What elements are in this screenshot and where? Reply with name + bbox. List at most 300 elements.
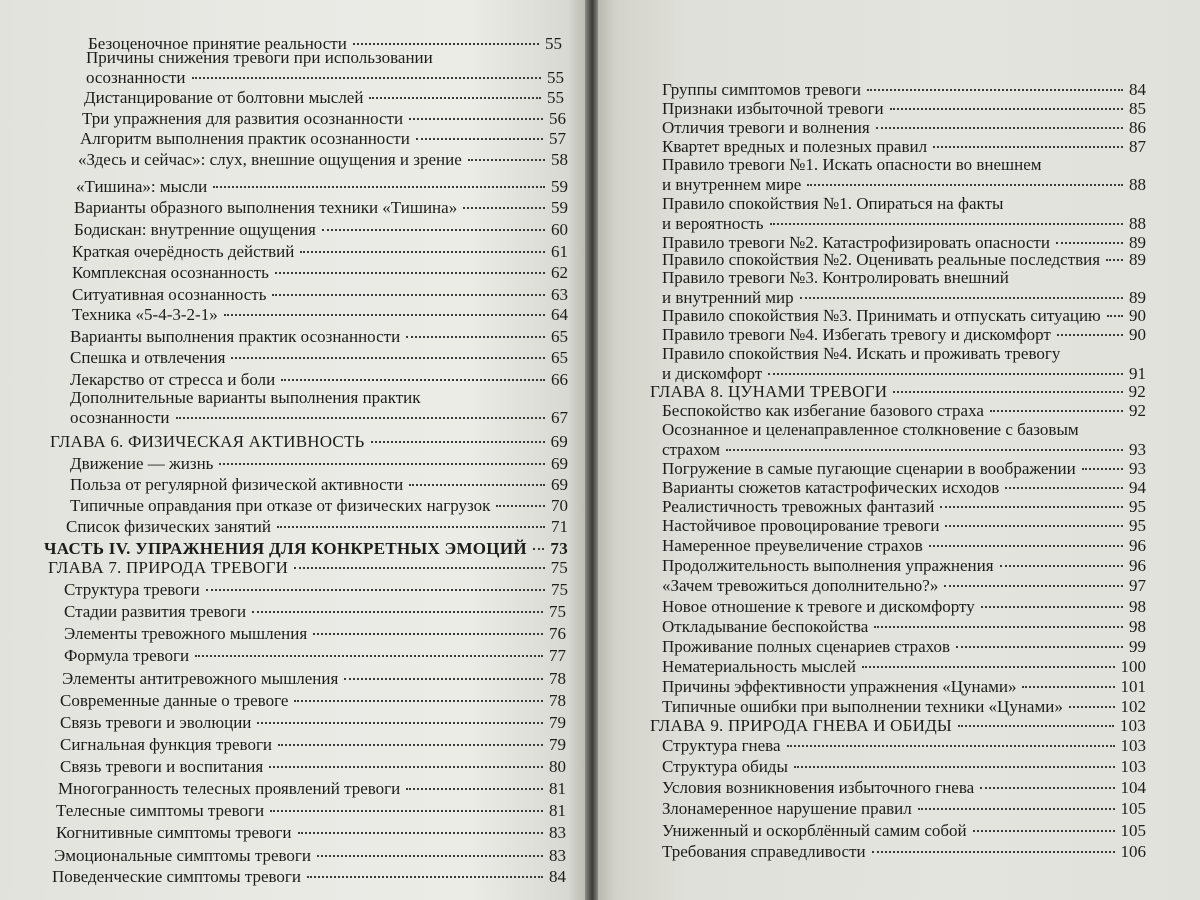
dot-leader [918,808,1115,810]
toc-page-number: 56 [549,109,566,128]
toc-page-number: 106 [1120,842,1146,861]
toc-entry [78,150,568,170]
toc-entry [70,475,568,495]
toc-entry-title: Спешка и отвлечения [70,348,226,367]
toc-entry [662,401,1146,421]
toc-entry-title: Комплексная осознанность [72,263,269,282]
dot-leader [322,229,545,231]
dot-leader [533,548,545,550]
toc-entry [70,454,568,474]
dot-leader [787,745,1115,747]
toc-entry-title-line1: Правило тревоги №3. Контролировать внешний [662,268,1009,287]
toc-page-number: 58 [551,150,568,169]
toc-page-number: 96 [1129,536,1146,555]
toc-entry [60,735,566,755]
toc-page-number: 96 [1129,556,1146,575]
toc-page-number: 63 [551,285,568,304]
toc-page-number: 98 [1129,617,1146,636]
toc-page-number: 55 [547,68,564,87]
toc-page-number: 62 [551,263,568,282]
toc-entry-title: Современные данные о тревоге [60,691,289,710]
toc-entry-title: Структура гнева [662,736,781,755]
dot-leader [867,89,1123,91]
dot-leader [862,666,1115,668]
toc-entry [662,842,1146,862]
dot-leader [224,314,545,316]
dot-leader [406,336,545,338]
toc-part-heading [44,539,568,559]
dot-leader [468,159,545,161]
dot-leader [726,449,1123,451]
toc-entry-title: ГЛАВА 8. ЦУНАМИ ТРЕВОГИ [650,382,888,401]
toc-entry-title: Многогранность телесных проявлений тревоги [58,779,401,798]
toc-page-number: 84 [549,867,566,886]
toc-page-number: 83 [549,846,566,865]
dot-leader [298,832,543,834]
toc-entry-title: Дистанцирование от болтовни мыслей [84,88,364,107]
toc-entry [662,757,1146,777]
toc-entry-title-line1: Осознанное и целенаправленное столкновение с базовым [662,420,1079,439]
dot-leader [252,611,543,613]
toc-page-number: 90 [1129,306,1146,325]
dot-leader [369,97,541,99]
toc-page-number: 69 [551,475,568,494]
dot-leader [195,655,543,657]
toc-entry-title: «Зачем тревожиться дополнительно?» [662,576,939,595]
toc-entry-title: Типичные оправдания при отказе от физических нагрузок [70,496,491,515]
toc-entry [60,691,566,711]
toc-entry-title: Правило тревоги №4. Избегать тревогу и дискомфорт [662,325,1051,344]
toc-page-number: 55 [545,34,562,53]
toc-page-number: 101 [1120,677,1146,696]
toc-page-number: 99 [1129,637,1146,656]
toc-entry-title: Структура тревоги [64,580,200,599]
toc-entry-title-line1: Причины снижения тревоги при использовании [86,48,433,67]
toc-page-number: 105 [1120,821,1146,840]
toc-page-number: 92 [1128,382,1146,401]
toc-page-number: 88 [1129,214,1146,233]
toc-page-number: 95 [1129,516,1146,535]
dot-leader [294,567,544,569]
toc-entry-title: Телесные симптомы тревоги [56,801,265,820]
toc-entry-title-line1: Дополнительные варианты выполнения практик [70,388,421,407]
toc-entry [72,263,568,283]
toc-entry [64,624,566,644]
toc-page-number: 55 [547,88,564,107]
left-page [0,0,585,900]
toc-chapter-heading [50,432,568,452]
toc-entry-title: Стадии развития тревоги [64,602,247,621]
toc-entry-title: ГЛАВА 9. ПРИРОДА ГНЕВА И ОБИДЫ [650,716,952,735]
toc-entry [662,677,1146,697]
toc-page-number: 69 [550,432,568,451]
toc-entry-title: Условия возникновения избыточного гнева [662,778,975,797]
toc-page-number: 76 [549,624,566,643]
toc-entry-title: Нематериальность мыслей [662,657,856,676]
dot-leader [990,410,1123,412]
toc-page-number: 97 [1129,576,1146,595]
dot-leader [945,525,1123,527]
toc-entry [662,736,1146,756]
dot-leader [176,417,545,419]
toc-entry [64,580,568,600]
toc-page-number: 73 [550,539,568,558]
dot-leader [940,506,1123,508]
dot-leader [281,379,545,381]
toc-entry [662,194,1146,234]
right-page [598,0,1200,900]
toc-entry [76,177,568,197]
toc-page-number: 64 [551,305,568,324]
dot-leader [890,108,1123,110]
toc-entry [662,268,1146,308]
dot-leader [219,463,545,465]
toc-entry-title: Типичные ошибки при выполнении техники «Цунами» [662,697,1063,716]
toc-entry-title: Элементы тревожного мышления [64,624,308,643]
toc-entry-title: Безоценочное принятие реальности [88,34,347,53]
toc-entry-title: Варианты сюжетов катастрофических исходов [662,478,1000,497]
toc-entry [662,657,1146,677]
toc-entry [662,118,1146,138]
toc-entry-title: Намеренное преувеличение страхов [662,536,923,555]
toc-page-number: 92 [1129,401,1146,420]
toc-page-number: 71 [551,517,568,536]
toc-entry-title: Когнитивные симптомы тревоги [56,823,292,842]
toc-entry-title: Откладывание беспокойства [662,617,869,636]
toc-entry-title: Причины эффективности упражнения «Цунами» [662,677,1017,696]
toc-page-number: 65 [551,327,568,346]
toc-entry-title: Квартет вредных и полезных правил [662,137,928,156]
toc-entry-title: Проживание полных сценариев страхов [662,637,951,656]
toc-page-number: 88 [1129,175,1146,194]
dot-leader [231,357,545,359]
toc-entry [54,846,566,866]
dot-leader [307,876,543,878]
dot-leader [973,830,1115,832]
dot-leader [794,766,1115,768]
toc-entry [52,867,566,887]
toc-entry-title: Настойчивое провоцирование тревоги [662,516,940,535]
toc-entry-title: Сигнальная функция тревоги [60,735,273,754]
toc-entry-title: и дискомфорт [662,364,763,383]
toc-page-number: 103 [1120,736,1146,755]
toc-entry-title: и вероятность [662,214,764,233]
toc-entry-title: Связь тревоги и эволюции [60,713,252,732]
toc-entry [662,80,1146,100]
toc-entry [662,576,1146,596]
toc-entry [662,516,1146,536]
toc-entry [58,779,566,799]
dot-leader [416,138,543,140]
toc-page-number: 59 [551,177,568,196]
dot-leader [1069,706,1115,708]
dot-leader [317,855,543,857]
toc-entry-title: Формула тревоги [64,646,190,665]
dot-leader [213,186,545,188]
dot-leader [409,118,543,120]
toc-page-number: 94 [1129,478,1146,497]
toc-page-number: 57 [549,129,566,148]
toc-entry-title: Связь тревоги и воспитания [60,757,264,776]
toc-entry [74,198,568,218]
dot-leader [463,207,545,209]
toc-entry [662,536,1146,556]
toc-page-number: 83 [549,823,566,842]
toc-entry [662,556,1146,576]
toc-page-number: 59 [551,198,568,217]
toc-entry [662,778,1146,798]
toc-entry [70,496,568,516]
toc-page-number: 61 [551,242,568,261]
dot-leader [269,766,543,768]
dot-leader [192,77,541,79]
toc-entry-title: Краткая очерёдность действий [72,242,295,261]
toc-entry-title: Отличия тревоги и волнения [662,118,870,137]
toc-entry-title: Злонамеренное нарушение правил [662,799,912,818]
dot-leader [1056,242,1123,244]
dot-leader [272,294,545,296]
dot-leader [768,373,1123,375]
toc-entry-title: страхом [662,440,721,459]
dot-leader [1022,686,1114,688]
toc-entry [84,88,564,108]
toc-entry [662,306,1146,326]
toc-entry-title-line1: Правило спокойствия №1. Опираться на факты [662,194,1004,213]
toc-entry [662,799,1146,819]
dot-leader [300,251,545,253]
toc-entry [662,459,1146,479]
toc-entry-title: «Тишина»: мысли [76,177,208,196]
toc-entry-title: Ситуативная осознанность [72,285,267,304]
toc-entry-title: Список физических занятий [66,517,271,536]
toc-entry [74,220,568,240]
toc-entry [72,285,568,305]
toc-entry-title-line1: Правило спокойствия №4. Искать и проживать тревогу [662,344,1061,363]
toc-entry-title: и внутренний мир [662,288,794,307]
toc-entry-title: Правило спокойствия №3. Принимать и отпускать ситуацию [662,306,1101,325]
toc-entry [66,517,568,537]
dot-leader [344,678,543,680]
toc-page-number: 79 [549,735,566,754]
toc-page-number: 91 [1129,364,1146,383]
toc-page-number: 84 [1129,80,1146,99]
toc-entry-title: ГЛАВА 7. ПРИРОДА ТРЕВОГИ [48,558,289,577]
toc-entry-title: Поведенческие симптомы тревоги [52,867,302,886]
toc-page-number: 89 [1129,233,1146,252]
toc-entry [56,801,566,821]
dot-leader [406,788,543,790]
toc-page-number: 70 [551,496,568,515]
toc-entry-title: Группы симптомов тревоги [662,80,861,99]
dot-leader [294,700,543,702]
toc-entry [662,250,1146,270]
toc-entry-title: и внутреннем мире [662,175,802,194]
toc-page-number: 105 [1120,799,1146,818]
dot-leader [980,787,1114,789]
dot-leader [800,297,1123,299]
toc-entry-title: Элементы антитревожного мышления [62,669,339,688]
toc-entry-title: Три упражнения для развития осознанности [82,109,404,128]
toc-page-number: 87 [1129,137,1146,156]
toc-chapter-heading [650,716,1146,736]
toc-page-number: 95 [1129,497,1146,516]
toc-entry-title: Бодискан: внутренние ощущения [74,220,316,239]
toc-entry [662,155,1146,195]
toc-page-number: 77 [549,646,566,665]
toc-entry [662,420,1146,460]
toc-entry-title: ГЛАВА 6. ФИЗИЧЕСКАЯ АКТИВНОСТЬ [50,432,365,451]
toc-entry-title: осознанности [86,68,186,87]
toc-page-number: 80 [549,757,566,776]
toc-entry [662,325,1146,345]
toc-page-number: 69 [551,454,568,473]
dot-leader [275,272,545,274]
dot-leader [874,626,1123,628]
toc-entry [56,823,566,843]
toc-page-number: 89 [1129,250,1146,269]
toc-entry [662,478,1146,498]
toc-entry [60,757,566,777]
toc-chapter-heading [650,382,1146,402]
dot-leader [872,851,1115,853]
toc-entry [662,597,1146,617]
dot-leader [1106,259,1123,261]
dot-leader [893,391,1122,393]
toc-entry [80,129,566,149]
toc-entry-title: Лекарство от стресса и боли [70,370,276,389]
toc-entry [70,370,568,390]
toc-chapter-heading [48,558,568,578]
toc-entry-title: Погружение в самые пугающие сценарии в воображении [662,459,1076,478]
toc-entry [86,48,564,88]
dot-leader [956,646,1123,648]
toc-entry [82,109,566,129]
toc-entry-title: Эмоциональные симптомы тревоги [54,846,311,865]
dot-leader [371,441,545,443]
toc-entry-title: Униженный и оскорблённый самим собой [662,821,967,840]
dot-leader [313,633,543,635]
toc-entry [662,697,1146,717]
toc-page-number: 93 [1129,440,1146,459]
toc-entry-title: Структура обиды [662,757,788,776]
toc-entry-title: Польза от регулярной физической активности [70,475,404,494]
toc-entry [662,821,1146,841]
toc-entry [64,646,566,666]
toc-page-number: 86 [1129,118,1146,137]
toc-entry-title: Беспокойство как избегание базового страха [662,401,984,420]
toc-page-number: 75 [550,558,568,577]
toc-entry [662,497,1146,517]
dot-leader [929,545,1123,547]
toc-page-number: 103 [1119,716,1146,735]
toc-page-number: 81 [549,779,566,798]
dot-leader [206,589,545,591]
dot-leader [270,810,543,812]
toc-entry [72,305,568,325]
toc-entry [62,669,566,689]
toc-entry [662,617,1146,637]
toc-page-number: 100 [1120,657,1146,676]
toc-entry-title: Правило спокойствия №2. Оценивать реальные последствия [662,250,1101,269]
toc-entry-title: ЧАСТЬ IV. УПРАЖНЕНИЯ ДЛЯ КОНКРЕТНЫХ ЭМОЦИЙ [44,539,527,558]
toc-entry [662,137,1146,157]
toc-page-number: 98 [1129,597,1146,616]
toc-page-number: 103 [1120,757,1146,776]
dot-leader [1000,565,1123,567]
dot-leader [876,127,1123,129]
toc-page-number: 93 [1129,459,1146,478]
toc-page-number: 75 [549,602,566,621]
toc-entry [70,348,568,368]
dot-leader [981,606,1123,608]
dot-leader [1005,487,1123,489]
dot-leader [1082,468,1123,470]
dot-leader [1107,315,1123,317]
toc-page-number: 102 [1120,697,1146,716]
toc-entry [662,344,1146,384]
toc-entry [662,99,1146,119]
toc-entry-title: Требования справедливости [662,842,866,861]
toc-entry-title: Варианты образного выполнения техники «Тишина» [74,198,458,217]
dot-leader [277,526,545,528]
book-gutter [585,0,598,900]
toc-entry-title: Варианты выполнения практик осознанности [70,327,401,346]
toc-entry-title: Правило тревоги №2. Катастрофизировать опасности [662,233,1050,252]
toc-entry [60,713,566,733]
toc-page-number: 67 [551,408,568,427]
toc-page-number: 79 [549,713,566,732]
dot-leader [958,725,1114,727]
dot-leader [409,484,545,486]
toc-page-number: 81 [549,801,566,820]
toc-page-number: 78 [549,669,566,688]
toc-entry-title: Алгоритм выполнения практик осознанности [80,129,410,148]
toc-entry-title: Новое отношение к тревоге и дискомфорту [662,597,975,616]
dot-leader [257,722,543,724]
toc-page-number: 65 [551,348,568,367]
dot-leader [353,43,539,45]
dot-leader [807,184,1123,186]
toc-entry [72,242,568,262]
toc-entry-title: Техника «5-4-3-2-1» [72,305,218,324]
toc-page-number: 89 [1129,288,1146,307]
toc-entry-title: Реалистичность тревожных фантазий [662,497,935,516]
toc-entry [662,637,1146,657]
dot-leader [1057,334,1123,336]
toc-page-number: 66 [551,370,568,389]
dot-leader [770,223,1124,225]
toc-page-number: 85 [1129,99,1146,118]
toc-entry [64,602,566,622]
toc-entry [70,327,568,347]
dot-leader [933,146,1123,148]
toc-entry-title-line1: Правило тревоги №1. Искать опасности во внешнем [662,155,1042,174]
dot-leader [278,744,543,746]
toc-page-number: 78 [549,691,566,710]
toc-entry-title: Движение — жизнь [70,454,214,473]
toc-entry-title: Признаки избыточной тревоги [662,99,884,118]
toc-entry-title: Продолжительность выполнения упражнения [662,556,994,575]
toc-entry [70,388,568,428]
dot-leader [496,505,545,507]
toc-entry-title: «Здесь и сейчас»: слух, внешние ощущения и зрение [78,150,462,169]
toc-page-number: 104 [1120,778,1146,797]
dot-leader [944,585,1123,587]
toc-page-number: 60 [551,220,568,239]
toc-entry-title: осознанности [70,408,170,427]
toc-page-number: 75 [551,580,568,599]
toc-page-number: 90 [1129,325,1146,344]
